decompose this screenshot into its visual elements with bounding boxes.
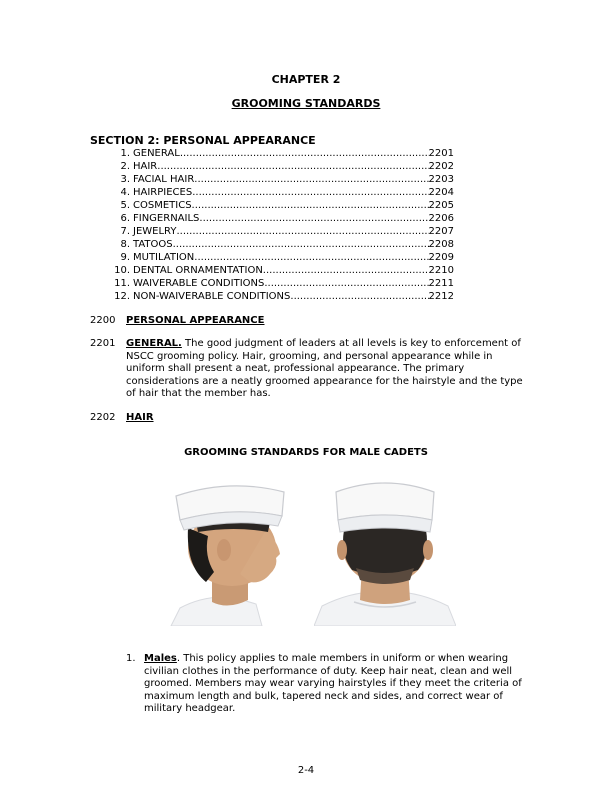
toc-row <box>108 160 454 173</box>
toc-leader-dots <box>173 238 429 251</box>
toc-row <box>108 264 454 277</box>
item-1-heading: Males <box>144 653 177 664</box>
toc-page-ref: 2205 <box>428 200 454 211</box>
para-2202-heading: HAIR <box>126 412 154 423</box>
toc-leader-dots <box>194 173 428 186</box>
toc-number: 5. <box>120 200 130 211</box>
toc-row <box>108 290 454 303</box>
toc-label: HAIR <box>133 161 158 172</box>
toc-leader-dots <box>263 264 429 277</box>
toc-leader-dots <box>192 199 429 212</box>
toc-leader-dots <box>199 212 428 225</box>
toc-row <box>108 238 454 251</box>
toc-label: FACIAL HAIR <box>133 174 195 185</box>
toc-page-ref: 2212 <box>428 291 454 302</box>
toc-number: 7. <box>120 226 130 237</box>
toc-number: 11. <box>114 278 130 289</box>
para-2201-number: 2201 <box>90 338 116 349</box>
toc-label: WAIVERABLE CONDITIONS <box>133 278 265 289</box>
toc-leader-dots <box>180 147 429 160</box>
toc-page-ref: 2208 <box>428 239 454 250</box>
cadet-side-profile-photo <box>166 470 308 626</box>
page-title: GROOMING STANDARDS <box>231 97 381 110</box>
table-of-contents <box>108 147 454 303</box>
toc-row <box>108 199 454 212</box>
cadet-back-view-photo <box>314 470 456 626</box>
para-2200-heading: PERSONAL APPEARANCE <box>126 315 265 326</box>
toc-page-ref: 2203 <box>428 174 454 185</box>
toc-number: 9. <box>120 252 130 263</box>
item-1-text: . This policy applies to male members in uniform or when wearing civilian clothes in the performance of duty. Keep hair neat, clean and well groomed. Members may wear varying hairstyles if they meet the criteria of maximum length and bulk, tapered neck and sides, and correct wear of military headgear. <box>144 653 522 714</box>
toc-row <box>108 186 454 199</box>
toc-number: 4. <box>120 187 130 198</box>
toc-label: GENERAL <box>133 148 180 159</box>
para-2201-heading: GENERAL. <box>126 338 182 349</box>
toc-page-ref: 2210 <box>428 265 454 276</box>
toc-page-ref: 2211 <box>428 278 454 289</box>
toc-row <box>108 147 454 160</box>
toc-page-ref: 2204 <box>428 187 454 198</box>
toc-label: JEWELRY <box>133 226 177 237</box>
toc-number: 6. <box>120 213 130 224</box>
toc-page-ref: 2207 <box>428 226 454 237</box>
toc-page-ref: 2202 <box>428 161 454 172</box>
toc-label: FINGERNAILS <box>133 213 200 224</box>
sub-heading: GROOMING STANDARDS FOR MALE CADETS <box>184 447 428 458</box>
toc-row <box>108 212 454 225</box>
toc-leader-dots <box>192 186 428 199</box>
item-1-body <box>144 653 524 716</box>
page-number: 2-4 <box>297 765 315 776</box>
para-2201-text: The good judgment of leaders at all levels is key to enforcement of NSCC grooming policy. Hair, grooming, and personal appearance while in uniform shall present a neat, professional appearance. The primary considerations are a neatly groomed appearance for the hairstyle and the type of hair that the member has. <box>126 338 523 399</box>
para-2200-number: 2200 <box>90 315 116 326</box>
toc-page-ref: 2206 <box>428 213 454 224</box>
toc-label: TATOOS <box>133 239 173 250</box>
toc-page-ref: 2209 <box>428 252 454 263</box>
para-2201-body <box>126 338 526 401</box>
toc-label: NON-WAIVERABLE CONDITIONS <box>133 291 291 302</box>
toc-number: 3. <box>120 174 130 185</box>
section-heading: SECTION 2: PERSONAL APPEARANCE <box>90 134 316 147</box>
toc-label: DENTAL ORNAMENTATION <box>133 265 263 276</box>
toc-row <box>108 173 454 186</box>
toc-row <box>108 251 454 264</box>
toc-number: 2. <box>120 161 130 172</box>
toc-number: 12. <box>114 291 130 302</box>
item-1-number: 1. <box>126 653 136 664</box>
toc-number: 10. <box>114 265 130 276</box>
toc-row <box>108 225 454 238</box>
chapter-label: CHAPTER 2 <box>271 73 341 86</box>
toc-label: MUTILATION <box>133 252 195 263</box>
toc-page-ref: 2201 <box>428 148 454 159</box>
toc-leader-dots <box>176 225 428 238</box>
toc-label: COSMETICS <box>133 200 192 211</box>
toc-leader-dots <box>264 277 428 290</box>
toc-row <box>108 277 454 290</box>
toc-leader-dots <box>194 251 428 264</box>
toc-number: 1. <box>120 148 130 159</box>
para-2202-number: 2202 <box>90 412 116 423</box>
toc-number: 8. <box>120 239 130 250</box>
toc-label: HAIRPIECES <box>133 187 193 198</box>
toc-leader-dots <box>157 160 428 173</box>
toc-leader-dots <box>290 290 428 303</box>
